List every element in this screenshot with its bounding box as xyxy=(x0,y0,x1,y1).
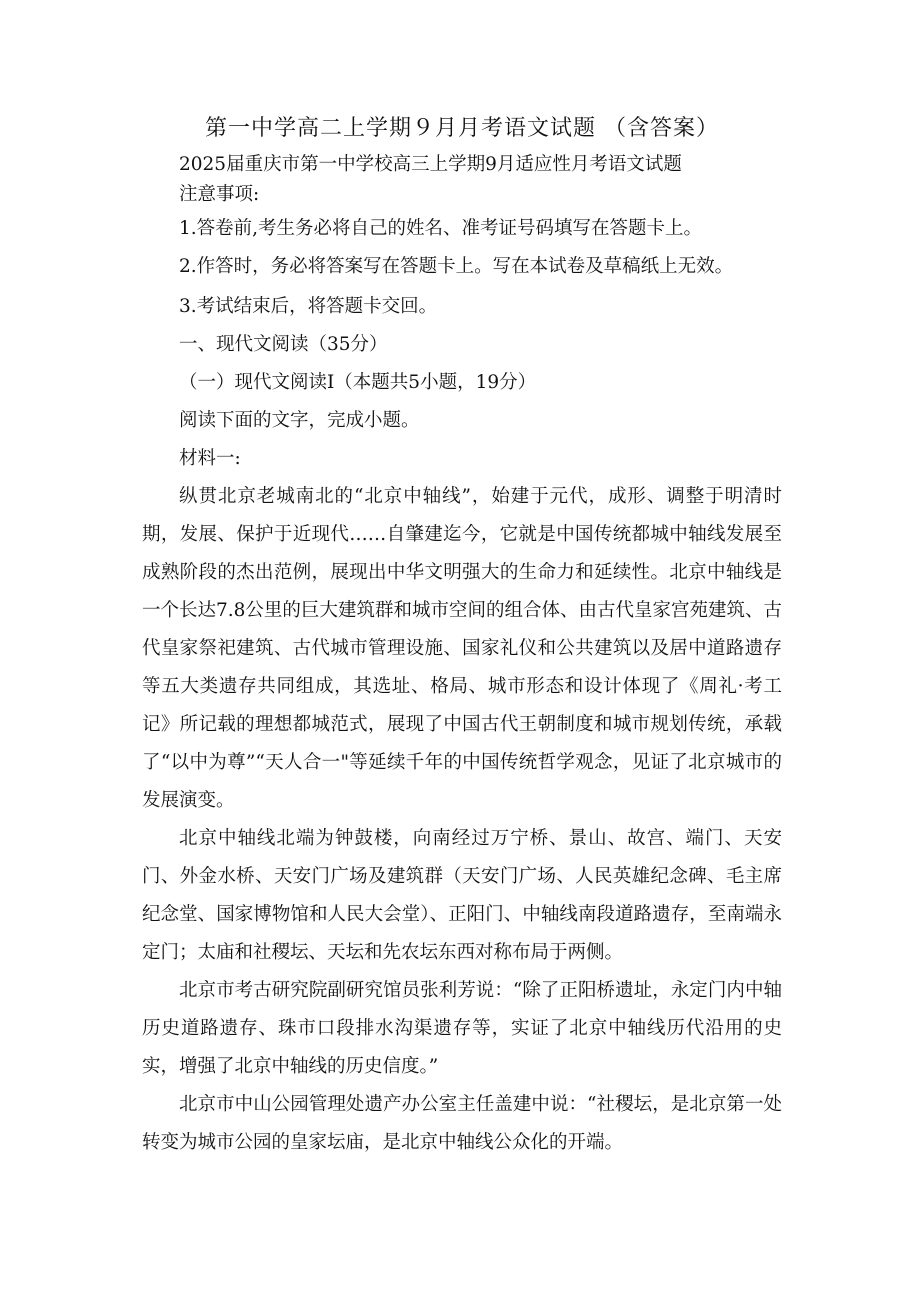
notice-heading: 注意事项: xyxy=(179,184,260,205)
material-label: 材料一: xyxy=(179,448,241,469)
section-heading: 一、现代文阅读（35分） xyxy=(179,334,388,355)
document-title: 第一中学高二上学期９月月考语文试题 （含答案） xyxy=(205,116,719,141)
exam-subtitle: 2025届重庆市第一中学校高三上学期9月适应性月考语文试题 xyxy=(179,154,682,175)
body-paragraph: 纵贯北京老城南北的“北京中轴线”，始建于元代，成形、调整于明清时期，发展、保护于近现代……自肇建迄今，它就是中国传统都城中轴线发展至成熟阶段的杰出范例，展现出中华文明强大的生命力和延续性。北京中轴线是一个长达7.8公里的巨大建筑群和城市空间的组合体、由古代皇家宫苑建筑、古代皇家祭祀建筑、古代城市管理设施、国家礼仪和公共建筑以及居中道路遗存等五大类遗存共同组成，其选址、格局、城市形态和设计体现了《周礼·考工记》所记载的理想都城范式，展现了中国古代王朝制度和城市规划传统，承载了“以中为尊”“天人合一"等延续千年的中国传统哲学观念，见证了北京城市的发展演变。 xyxy=(142,486,782,811)
notice-item-1: 1.答卷前,考生务必将自己的姓名、准考证号码填写在答题卡上。 xyxy=(179,218,703,239)
reading-instruction: 阅读下面的文字，完成小题。 xyxy=(179,410,420,431)
body-paragraph: 北京市考古研究院副研究馆员张利芳说：“除了正阳桥遗址，永定门内中轴历史道路遗存、珠市口段排水沟渠遗存等，实证了北京中轴线历代沿用的史实，增强了北京中轴线的历史信度。” xyxy=(142,980,782,1077)
notice-item-2: 2.作答时，务必将答案写在答题卡上。写在本试卷及草稿纸上无效。 xyxy=(179,256,734,277)
notice-item-3: 3.考试结束后，将答题卡交回。 xyxy=(179,296,438,317)
body-paragraph: 北京市中山公园管理处遗产办公室主任盖建中说：“社稷坛，是北京第一处转变为城市公园的皇家坛庙，是北京中轴线公众化的开端。 xyxy=(142,1094,782,1153)
subsection-heading: （一）现代文阅读Ⅰ（本题共5小题，19分） xyxy=(179,372,537,393)
body-paragraph: 北京中轴线北端为钟鼓楼，向南经过万宁桥、景山、故宫、端门、天安门、外金水桥、天安门广场及建筑群（天安门广场、人民英雄纪念碑、毛主席纪念堂、国家博物馆和人民大会堂）、正阳门、中轴线南段道路遗存，至南端永定门；太庙和社稷坛、天坛和先农坛东西对称布局于两侧。 xyxy=(142,828,782,963)
document-page xyxy=(142,112,782,1162)
